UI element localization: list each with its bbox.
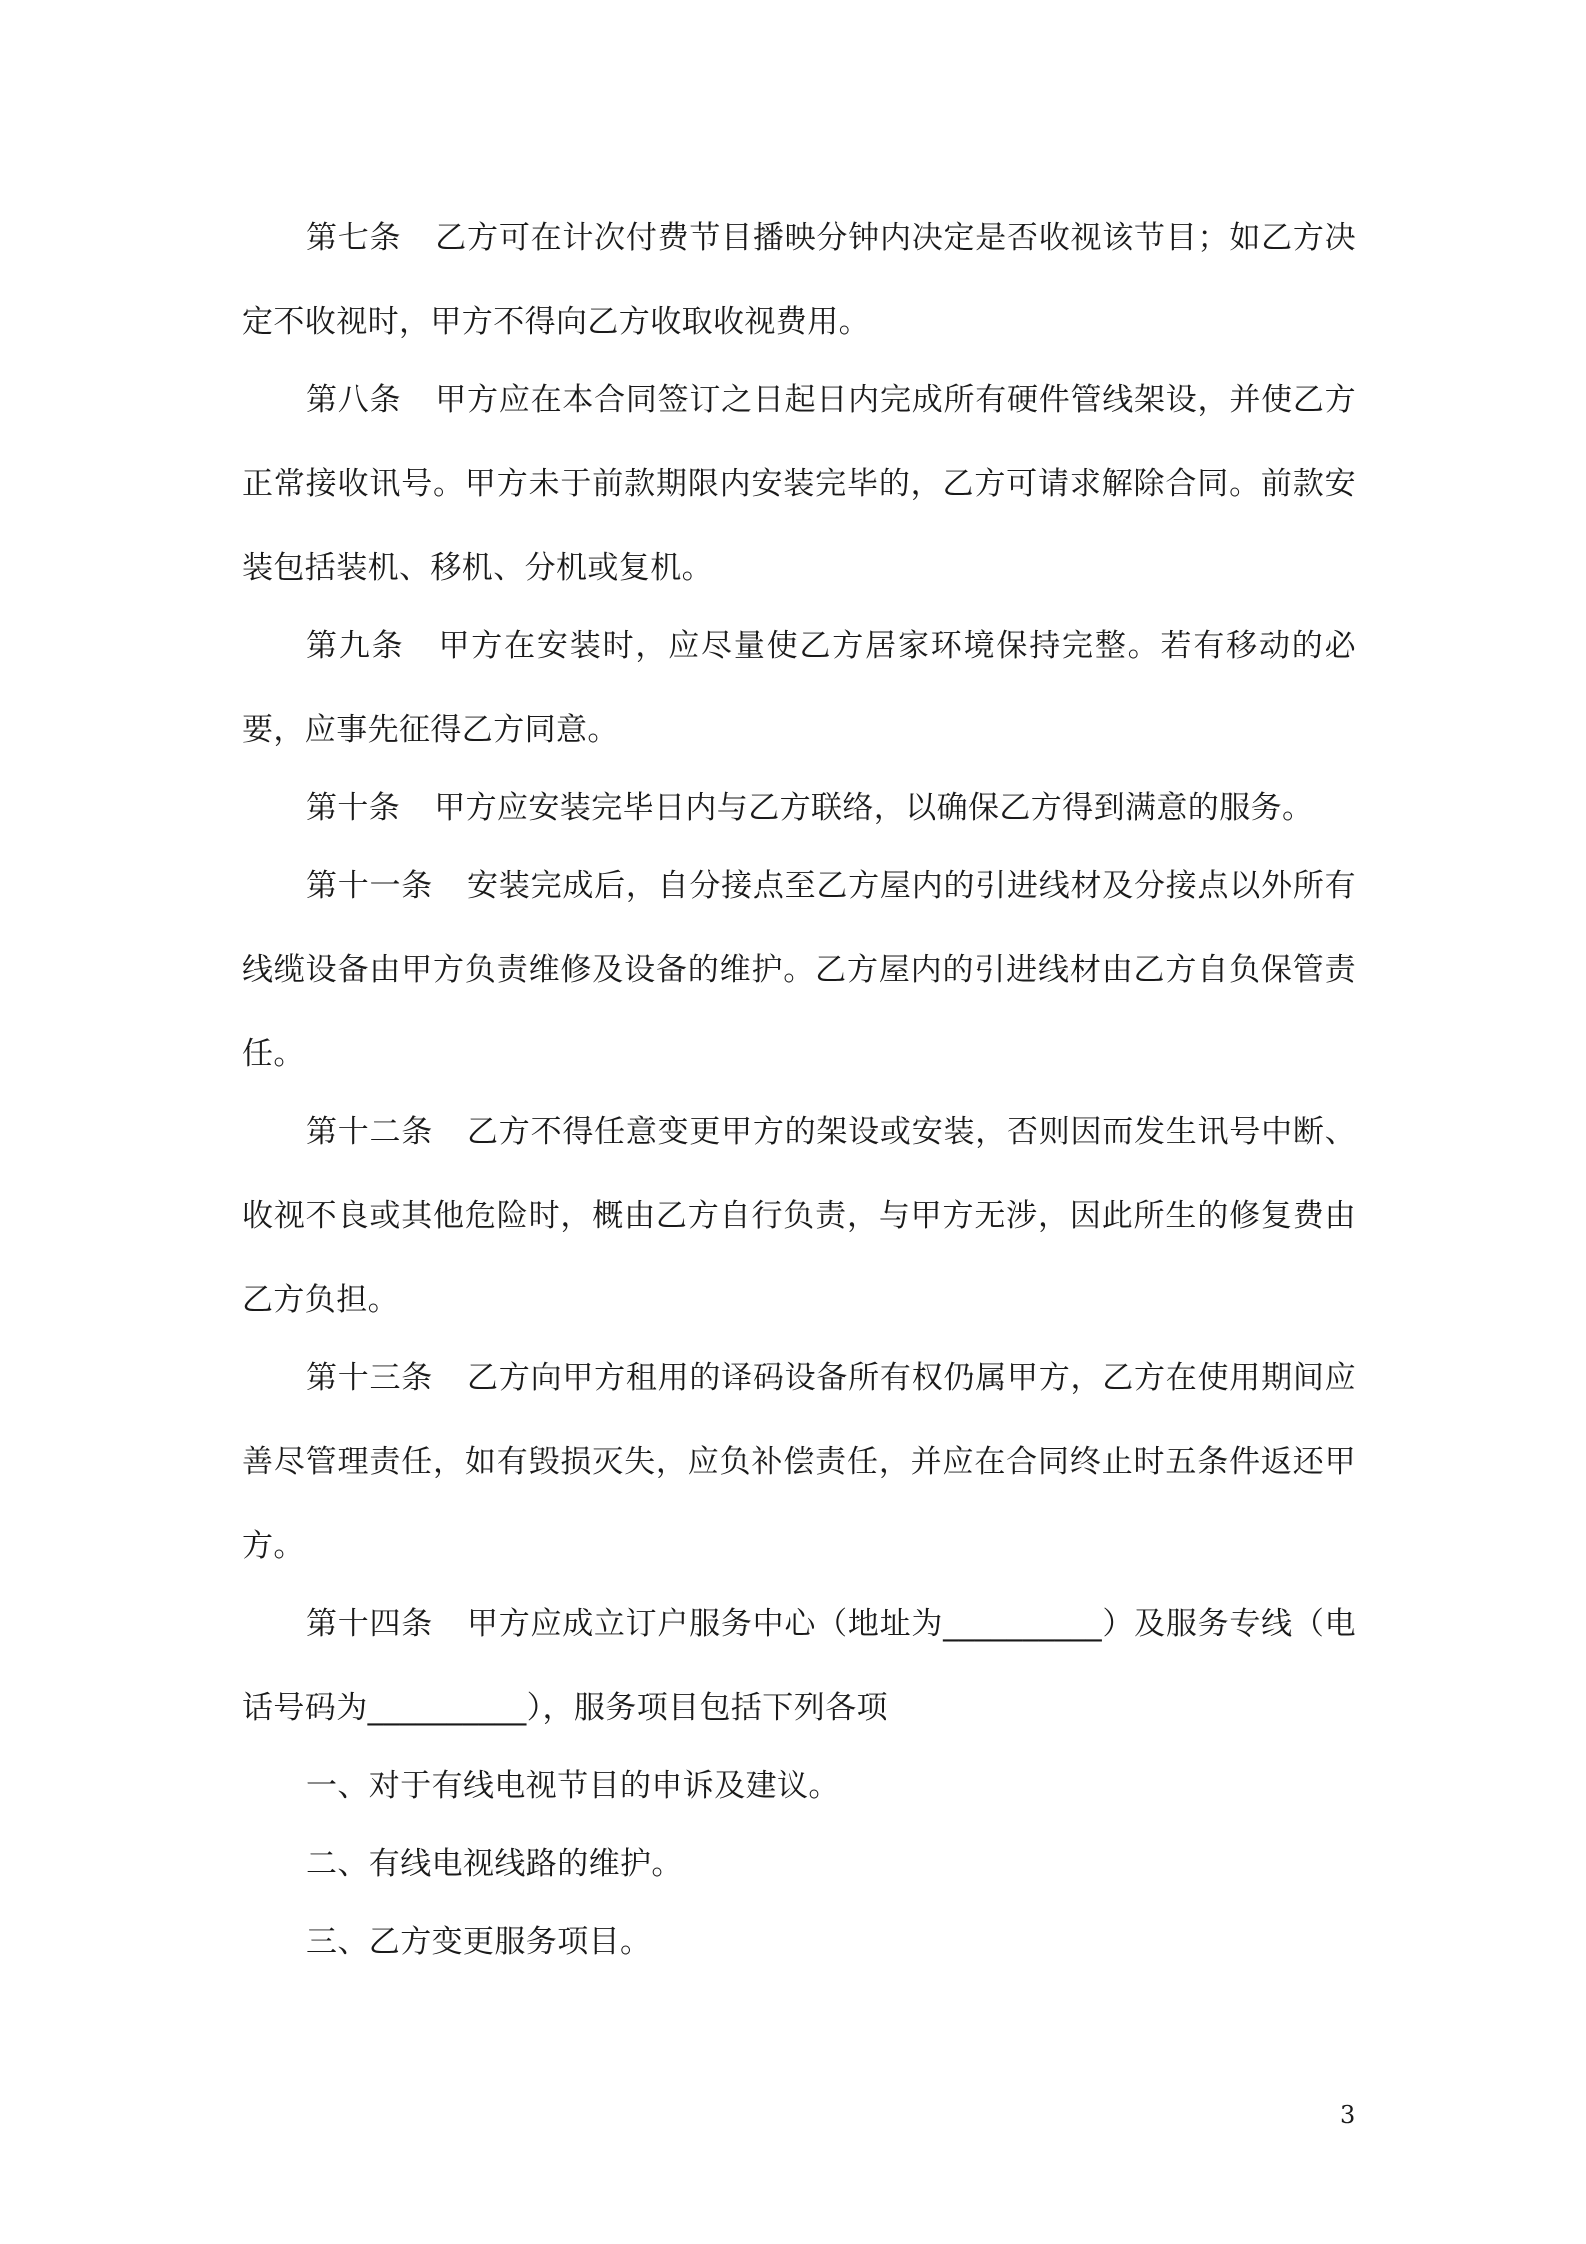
article-12: [242, 1090, 1356, 1342]
article-8: [242, 358, 1356, 610]
article-label: 第八条: [306, 382, 402, 418]
article-11: [242, 844, 1356, 1096]
article-text: 乙方可在计次付费节目播映分钟内决定是否收视该节目；如乙方决定不收视时，甲方不得向乙方收取收视费用。: [242, 220, 1356, 340]
article-text: 甲方应在本合同签订之日起日内完成所有硬件管线架设，并使乙方正常接收讯号。甲方未于前款期限内安装完毕的，乙方可请求解除合同。前款安装包括装机、移机、分机或复机。: [242, 382, 1356, 586]
article-text: 甲方在安装时，应尽量使乙方居家环境保持完整。若有移动的必要，应事先征得乙方同意。: [242, 628, 1356, 748]
article-text: 乙方向甲方租用的译码设备所有权仍属甲方，乙方在使用期间应善尽管理责任，如有毁损灭失，应负补偿责任，并应在合同终止时五条件返还甲方。: [242, 1360, 1356, 1564]
article-13: [242, 1336, 1356, 1588]
article-label: 第十一条: [306, 868, 434, 904]
article-label: 第十三条: [306, 1360, 434, 1396]
service-item-2: 二、有线电视线路的维护。: [306, 1846, 683, 1882]
article-text: 甲方应成立订户服务中心（地址为__________）及服务专线（电话号码为__________），服务项目包括下列各项: [242, 1606, 1356, 1726]
article-label: 第十四条: [306, 1606, 433, 1642]
article-7: [242, 196, 1356, 364]
article-label: 第七条: [306, 220, 402, 256]
article-label: 第十二条: [306, 1114, 434, 1150]
article-14: [242, 1582, 1356, 1750]
service-item-3: 三、乙方变更服务项目。: [306, 1924, 652, 1960]
article-10: [242, 766, 1356, 850]
service-item-1: 一、对于有线电视节目的申诉及建议。: [306, 1768, 840, 1804]
article-text: 甲方应安装完毕日内与乙方联络，以确保乙方得到满意的服务。: [434, 790, 1314, 826]
page-number: 3: [1340, 2101, 1356, 2129]
article-9: [242, 604, 1356, 772]
article-label: 第十条: [306, 790, 401, 826]
article-label: 第九条: [306, 628, 405, 664]
document-body: [242, 196, 1356, 1978]
article-text: 乙方不得任意变更甲方的架设或安装，否则因而发生讯号中断、收视不良或其他危险时，概由乙方自行负责，与甲方无涉，因此所生的修复费由乙方负担。: [242, 1114, 1356, 1318]
article-text: 安装完成后，自分接点至乙方屋内的引进线材及分接点以外所有线缆设备由甲方负责维修及设备的维护。乙方屋内的引进线材由乙方自负保管责任。: [242, 868, 1356, 1072]
